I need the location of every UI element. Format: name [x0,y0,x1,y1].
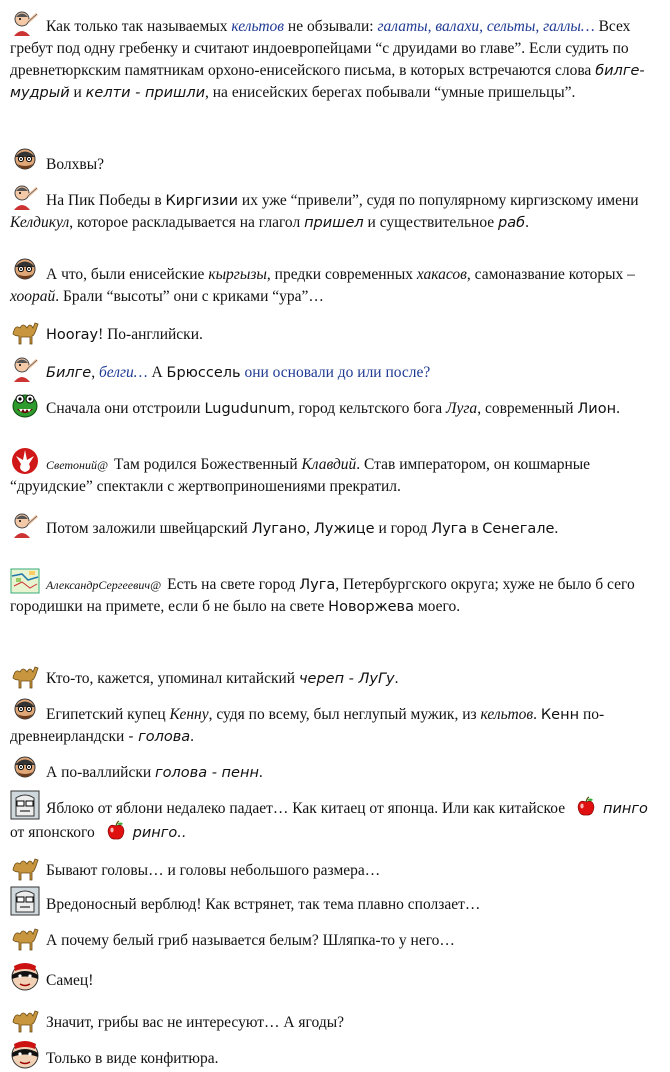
text-fragment: Билге [46,365,92,381]
message-text [46,1050,218,1067]
text-fragment: и существительное [363,214,499,231]
text-fragment: , на енисейских берегах побывали “умные пришельцы”. [205,84,576,101]
text-fragment: , город кельтского бога [290,400,446,417]
man-pointing-icon [10,354,40,384]
text-fragment: Кенн [540,707,580,723]
bearded-man-icon [10,256,40,286]
text-fragment: пинго [602,801,648,817]
text-fragment: келти - пришли [85,85,206,101]
bearded-man-icon [10,696,40,726]
chat-message [10,696,658,748]
chat-message [10,510,658,540]
text-fragment: билге- мудрый [10,63,645,101]
text-fragment: от японского [10,824,99,841]
message-text [10,192,639,231]
text-fragment: . [190,728,195,745]
chat-message [10,566,658,618]
map-icon [10,566,40,596]
glasses-man-icon [10,790,40,820]
message-text [10,706,604,745]
camel-icon [10,1004,40,1034]
text-fragment: Брюссель [166,365,241,381]
chat-message [10,182,658,234]
text-fragment: . Став императором, он кошмарные “друидские” спектакли с жертвоприношениями прекратил. [10,456,591,495]
chat-message [10,922,658,952]
text-fragment: галаты, валахи, сельты, галлы… [377,18,595,35]
message-text [46,972,93,989]
chat-message [10,660,658,690]
text-fragment: А [147,364,167,381]
camel-icon [10,660,40,690]
man-pointing-icon [10,182,40,212]
chat-message [10,390,658,420]
text-fragment: Самец! [46,972,94,989]
text-fragment: Есть на свете город [167,576,300,593]
text-fragment: Келдикул [10,214,70,231]
text-fragment: Кенну [169,706,209,723]
message-text [46,862,380,879]
text-fragment: , самоназвание которых – [466,266,635,283]
text-fragment: череп - ЛуГу [298,671,395,687]
camel-icon [10,852,40,882]
green-monster-icon [10,390,40,420]
camel-icon [10,922,40,952]
text-fragment: , которое раскладывается на глагол [69,214,305,231]
text-fragment: по-древнеирландски [10,706,605,745]
text-fragment: они основали до или после? [240,364,431,381]
apple-icon [105,820,127,842]
text-fragment: Луга [446,400,478,417]
chat-message [10,316,658,346]
text-fragment: , [306,520,314,537]
text-fragment: Всех гребут под одну гребенку и считают индоевропейцами “с друидами во главе”. Если судить по древнетюркским памятникам орхоно-енисейского письма, в которых встречаются слова [10,18,631,79]
rebel-emblem-icon [10,446,40,476]
text-fragment: А что, были енисейские [46,266,209,283]
text-fragment: . [533,706,541,723]
text-fragment: пришел [304,215,364,231]
text-fragment: Египетский купец [46,706,170,723]
text-fragment: Вредоносный верблюд! Как встрянет, так тема плавно сползает… [46,896,481,913]
text-fragment: . Брали “высоты” они с криками “ура”… [55,288,324,305]
man-pointing-icon [10,8,40,38]
text-fragment: . [616,400,620,417]
camel-icon [10,316,40,346]
text-fragment: , Петербургского округа; хуже не было б сего городишки на примете, если б не было на свете [10,576,635,615]
text-fragment: Кто-то, кажется, упоминал китайский [46,670,299,687]
masked-face-icon [10,962,40,992]
text-fragment: Яблоко от яблони недалеко падает… Как китаец от японца. Или как китайское [46,800,569,817]
text-fragment: Там родился Божественный [114,456,302,473]
chat-message [10,446,658,498]
text-fragment: Сначала они отстроили [46,400,205,417]
chat-message [10,962,658,992]
message-text [46,156,104,173]
message-text [46,932,455,949]
text-fragment: белги… [98,364,148,381]
chat-message [10,8,658,104]
text-fragment: , предки современных [266,266,417,283]
text-fragment: раб [498,215,526,231]
chat-message [10,354,658,384]
text-fragment: , современный [477,400,578,417]
text-fragment: кыргызы [208,266,267,283]
chat-message [10,146,658,176]
text-fragment: Луга [299,577,336,593]
author-signature: Светоний@ [46,458,109,472]
message-text [46,326,203,343]
text-fragment: . [525,214,529,231]
text-fragment: Lugudunum [204,401,291,417]
message-text [10,18,645,101]
text-fragment: Лужице [313,521,375,537]
message-text [46,364,430,381]
message-text [46,1014,344,1031]
message-text [46,400,620,417]
message-text [46,670,399,687]
text-fragment: и [69,84,86,101]
text-fragment: не обзывали: [284,18,378,35]
text-fragment: . [258,764,263,781]
text-fragment: Сенегале [482,521,555,537]
text-fragment: Новоржева [328,599,414,615]
message-text [10,266,635,305]
chat-message [10,754,658,784]
text-fragment: голова - пенн [155,765,259,781]
text-fragment: Лугано [251,521,307,537]
man-pointing-icon [10,510,40,540]
author-signature: АлександрСергеевич@ [46,578,162,592]
text-fragment: , судя по всему, был неглупый мужик, из [208,706,481,723]
text-fragment: На Пик Победы в [46,192,166,209]
text-fragment: Клавдий [301,456,357,473]
text-fragment: ринго.. [132,825,187,841]
text-fragment: . [394,670,399,687]
text-fragment: хоорай [10,288,56,305]
text-fragment: Hooray [46,327,99,343]
message-text [46,764,263,781]
text-fragment: - голова [128,729,191,745]
chat-message [10,1004,658,1034]
chat-message [10,886,658,916]
text-fragment: Потом заложили швейцарский [46,520,252,537]
text-fragment: и город [374,520,432,537]
text-fragment: Значит, грибы вас не интересуют… А ягоды? [46,1014,345,1031]
text-fragment: моего. [413,598,461,615]
chat-message [10,256,658,308]
masked-face-icon [10,1040,40,1070]
text-fragment: А почему белый гриб называется белым? Шляпка-то у него… [46,932,455,949]
text-fragment: . [554,520,559,537]
chat-message [10,790,658,844]
text-fragment: Бывают головы… и головы небольшого размера… [46,862,381,879]
text-fragment: кельтов [480,706,534,723]
chat-message [10,852,658,882]
message-text [10,800,648,841]
text-fragment: , [91,364,99,381]
text-fragment: Волхвы? [46,156,104,173]
bearded-man-icon [10,146,40,176]
text-fragment: в [467,520,483,537]
text-fragment: их уже “привели”, судя по популярному киргизскому имени [238,192,639,209]
text-fragment: ! По-английски. [98,326,203,343]
text-fragment: Луга [431,521,468,537]
text-fragment: Киргизии [165,193,239,209]
text-fragment: Лион [577,401,617,417]
text-fragment: Как только так называемых [46,18,232,35]
text-fragment: Только в виде конфитюра. [46,1050,219,1067]
chat-message [10,1040,658,1070]
text-fragment: А по-валлийски [46,764,156,781]
text-fragment: кельтов [231,18,285,35]
message-text [46,520,558,537]
apple-icon [575,796,597,818]
glasses-man-icon [10,886,40,916]
bearded-man-icon [10,754,40,784]
text-fragment: хакасов [416,266,467,283]
message-text [46,896,480,913]
